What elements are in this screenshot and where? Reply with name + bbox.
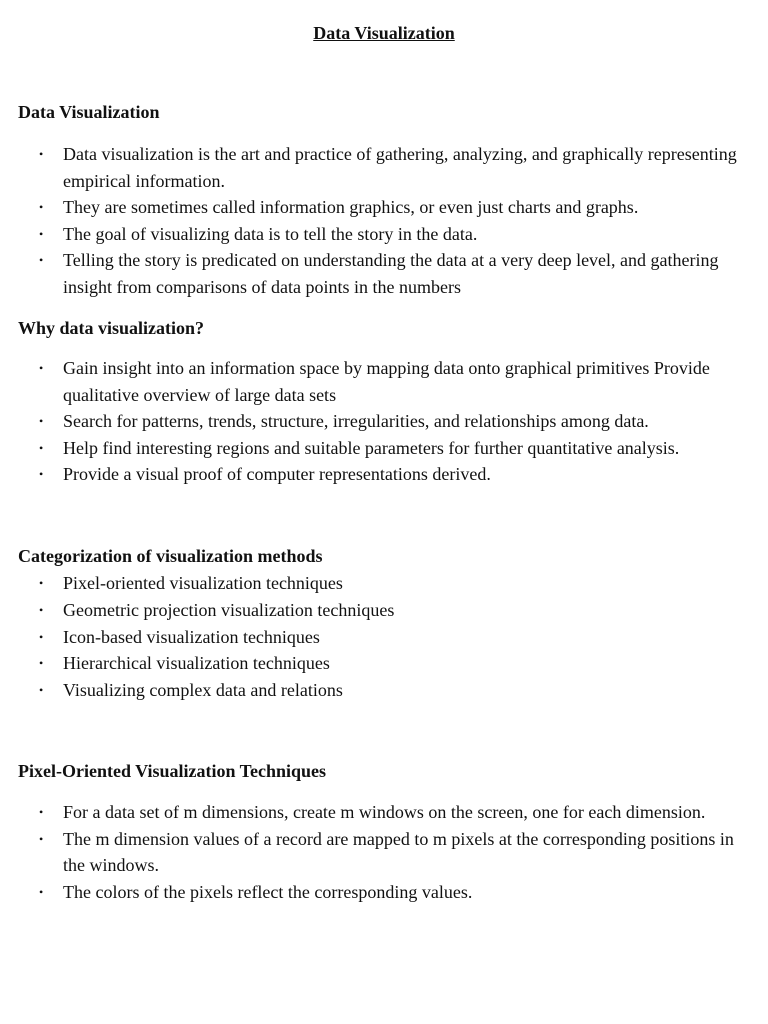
- list-item-text: Hierarchical visualization techniques: [63, 653, 330, 674]
- bullet-list-categorization: [0, 570, 740, 704]
- bullet-icon: •: [39, 656, 44, 671]
- list-item-text: Icon-based visualization techniques: [63, 626, 320, 647]
- bullet-list-why-data-visualization: [0, 355, 740, 488]
- section-heading-categorization: Categorization of visualization methods: [18, 546, 323, 566]
- list-item-text: Pixel-oriented visualization techniques: [63, 573, 343, 593]
- list-item: [0, 435, 740, 462]
- list-item: [0, 461, 740, 488]
- section-heading-why-data-visualization: Why data visualization?: [18, 318, 205, 338]
- bullet-list-data-visualization: [0, 141, 740, 300]
- list-item: [0, 650, 740, 677]
- list-item: [0, 355, 740, 408]
- bullet-icon: •: [39, 629, 44, 644]
- section-heading-pixel-oriented: Pixel-Oriented Visualization Techniques: [18, 761, 327, 781]
- list-item-text: Telling the story is predicated on understanding the data at a very deep level, and gathering insight from comparisons of data points in the numbers: [63, 250, 719, 297]
- list-item: [0, 799, 740, 826]
- list-item: [0, 597, 740, 624]
- bullet-icon: •: [39, 467, 44, 481]
- list-item-text: Provide a visual proof of computer representations derived.: [63, 464, 491, 484]
- bullet-icon: •: [39, 361, 44, 375]
- list-item-text: Visualizing complex data and relations: [63, 680, 343, 701]
- list-item: [0, 408, 740, 435]
- list-item-text: Search for patterns, trends, structure, irregularities, and relationships among data.: [63, 411, 649, 431]
- bullet-list-pixel-oriented: [0, 799, 740, 905]
- list-item-text: Help find interesting regions and suitable parameters for further quantitative analysis.: [63, 437, 680, 458]
- list-item: [0, 879, 740, 906]
- bullet-icon: •: [39, 147, 44, 161]
- list-item: [0, 677, 740, 704]
- bullet-icon: •: [39, 683, 44, 698]
- bullet-icon: •: [39, 200, 44, 214]
- list-item: [0, 826, 740, 879]
- list-item-text: The m dimension values of a record are mapped to m pixels at the corresponding positions in the windows.: [63, 828, 734, 875]
- list-item: [0, 247, 740, 300]
- bullet-icon: •: [39, 414, 44, 428]
- list-item: [0, 194, 740, 221]
- list-item-text: For a data set of m dimensions, create m windows on the screen, one for each dimension.: [63, 802, 706, 822]
- bullet-icon: •: [39, 253, 44, 267]
- section-heading-data-visualization: Data Visualization: [18, 102, 160, 122]
- bullet-icon: •: [39, 602, 44, 617]
- list-item-text: They are sometimes called information graphics, or even just charts and graphs.: [63, 197, 639, 217]
- bullet-icon: •: [39, 805, 44, 819]
- list-item-text: Gain insight into an information space by mapping data onto graphical primitives Provide qualitative overview of large data sets: [63, 358, 710, 405]
- bullet-icon: •: [39, 226, 44, 241]
- document-title: Data Visualization: [313, 23, 455, 43]
- list-item: [0, 624, 740, 651]
- list-item-text: Geometric projection visualization techniques: [63, 599, 395, 620]
- list-item: [0, 221, 740, 248]
- bullet-icon: •: [39, 576, 44, 590]
- list-item-text: Data visualization is the art and practice of gathering, analyzing, and graphically representing empirical information.: [63, 144, 737, 191]
- list-item-text: The colors of the pixels reflect the corresponding values.: [63, 881, 473, 902]
- list-item-text: The goal of visualizing data is to tell the story in the data.: [63, 223, 478, 244]
- list-item: [0, 141, 740, 194]
- list-item: [0, 570, 740, 597]
- bullet-icon: •: [39, 831, 44, 846]
- bullet-icon: •: [39, 440, 44, 455]
- bullet-icon: •: [39, 884, 44, 899]
